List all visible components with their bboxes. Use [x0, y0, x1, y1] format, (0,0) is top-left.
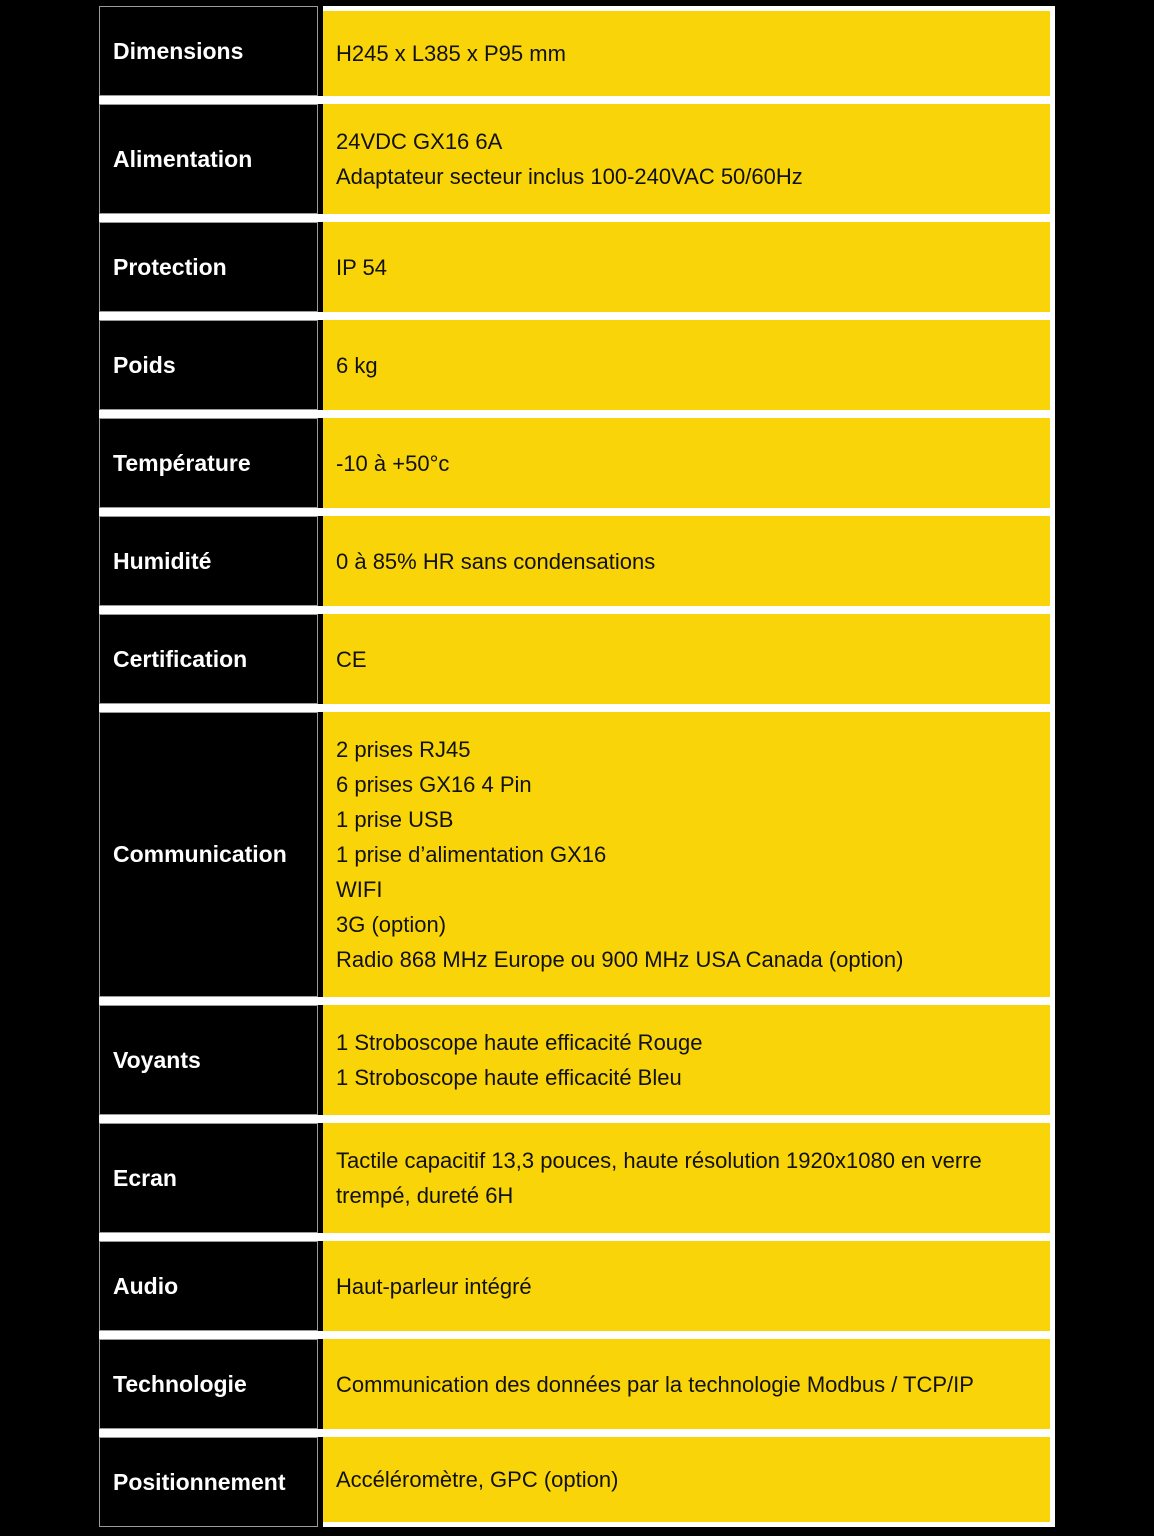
spec-label-cell: Audio: [99, 1241, 318, 1331]
spec-value-line: CE: [336, 646, 367, 672]
spec-value-line: 1 Stroboscope haute efficacité Rouge: [336, 1030, 703, 1055]
spec-label-cell: Protection: [99, 222, 318, 312]
spec-value-cell: [323, 104, 1055, 214]
table-row: [99, 222, 1055, 312]
spec-value-cell: [323, 6, 1055, 96]
spec-value-line: 0 à 85% HR sans condensations: [336, 548, 656, 574]
spec-value-line: 3G (option): [336, 912, 447, 937]
spec-value-line: 24VDC GX16 6A: [336, 129, 503, 154]
table-row: [99, 516, 1055, 606]
table-row: [99, 614, 1055, 704]
spec-value-line: WIFI: [336, 877, 383, 902]
spec-value-cell: [323, 320, 1055, 410]
spec-value-line: Tactile capacitif 13,3 pouces, haute résolution 1920x1080 en verre trempé, dureté 6H: [336, 1148, 982, 1208]
table-row: [99, 104, 1055, 214]
spec-label-cell: Technologie: [99, 1339, 318, 1429]
spec-value-cell: [323, 614, 1055, 704]
spec-label-cell: Voyants: [99, 1005, 318, 1115]
spec-value-cell: [323, 1339, 1055, 1429]
table-row: [99, 1123, 1055, 1233]
spec-value-line: Radio 868 MHz Europe ou 900 MHz USA Canada (option): [336, 947, 904, 972]
spec-value-line: 6 kg: [336, 352, 378, 378]
spec-label-cell: Dimensions: [99, 6, 318, 96]
table-row: [99, 1437, 1055, 1527]
table-row: [99, 6, 1055, 96]
table-row: [99, 418, 1055, 508]
spec-label-cell: Certification: [99, 614, 318, 704]
spec-value-cell: [323, 516, 1055, 606]
table-row: [99, 320, 1055, 410]
spec-label-cell: Ecran: [99, 1123, 318, 1233]
spec-value-cell: [323, 1123, 1055, 1233]
spec-value-cell: [323, 222, 1055, 312]
spec-value-cell: [323, 1437, 1055, 1527]
spec-label-cell: Humidité: [99, 516, 318, 606]
spec-label-cell: Poids: [99, 320, 318, 410]
spec-label-cell: Positionnement: [99, 1437, 318, 1527]
spec-value-line: 6 prises GX16 4 Pin: [336, 772, 532, 797]
spec-value-line: Haut-parleur intégré: [336, 1273, 532, 1299]
spec-label-cell: Alimentation: [99, 104, 318, 214]
spec-value-cell: [323, 1241, 1055, 1331]
table-row: [99, 1005, 1055, 1115]
spec-label-cell: Température: [99, 418, 318, 508]
spec-value-line: H245 x L385 x P95 mm: [336, 41, 566, 66]
spec-value-line: IP 54: [336, 254, 387, 280]
spec-value-line: 1 prise d’alimentation GX16: [336, 842, 607, 867]
spec-value-cell: [323, 712, 1055, 997]
table-row: [99, 1339, 1055, 1429]
spec-value-line: Adaptateur secteur inclus 100-240VAC 50/60Hz: [336, 164, 803, 189]
spec-value-line: Accéléromètre, GPC (option): [336, 1467, 619, 1492]
spec-value-cell: [323, 418, 1055, 508]
spec-label-cell: Communication: [99, 712, 318, 997]
spec-value-line: 2 prises RJ45: [336, 737, 471, 762]
table-row: [99, 1241, 1055, 1331]
table-row: [99, 712, 1055, 997]
spec-value-line: 1 Stroboscope haute efficacité Bleu: [336, 1065, 682, 1090]
spec-value-cell: [323, 1005, 1055, 1115]
spec-value-line: 1 prise USB: [336, 807, 454, 832]
spec-table: [99, 6, 1055, 1527]
spec-value-line: -10 à +50°c: [336, 450, 450, 476]
spec-value-line: Communication des données par la technologie Modbus / TCP/IP: [336, 1371, 974, 1397]
